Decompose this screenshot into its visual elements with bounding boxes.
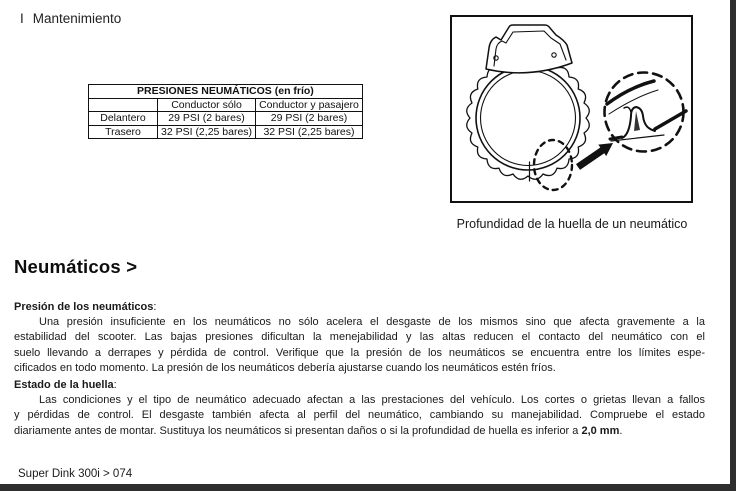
table-title: PRESIONES NEUMÁTICOS (en frío) — [89, 85, 363, 99]
figure-caption: Profundidad de la huella de un neumático — [456, 217, 688, 231]
table-row — [89, 112, 363, 126]
paragraph-line: estabilidad del scooter. Las bajas presiones dificultan la menejabilidad y las altas reducen el contacto del neumático con el — [14, 331, 705, 344]
cell-value: 29 PSI (2 bares) — [158, 112, 256, 126]
section-tread-condition — [14, 378, 705, 439]
table-row — [89, 125, 363, 139]
tire-illustration-frame — [450, 15, 693, 203]
paragraph-line: diariamente antes de montar. Sustituya los neumáticos si presentan daños o si la profundidad de huella es inferior a 2,0 mm. — [14, 424, 623, 437]
section-label: Presión de los neumáticos: — [14, 301, 157, 313]
table-header-row — [89, 98, 363, 112]
fender-outline — [486, 25, 572, 73]
page-footer: Super Dink 300i > 074 — [18, 468, 133, 480]
paragraph-line: Las condiciones y el tipo de neumático adecuado afectan a las prestaciones del vehículo. Los cortes o grietas llevan a fallos — [39, 394, 705, 407]
tread-tip-curl — [624, 107, 631, 112]
inspection-area-circle — [534, 140, 572, 190]
paragraph-line: suelo llevando a derrapes y pérdida de control. Verifique que la presión de los neumáticos se encuentra entre los límites espe- — [14, 346, 705, 359]
paragraph-line: Una presión insuficiente en los neumáticos no sólo acelera el desgaste de los mismos sino que afecta gravemente a la — [39, 316, 705, 329]
section-tire-pressure — [14, 300, 705, 376]
tire-sidewall-outer — [476, 66, 580, 170]
header-cell-empty — [89, 98, 158, 112]
row-label: Trasero — [89, 125, 158, 139]
section-label: Estado de la huella: — [14, 379, 117, 391]
tire-sidewall-inner — [481, 71, 576, 166]
table-title-row — [89, 85, 363, 99]
tire-pressure-table — [88, 84, 363, 139]
chapter-marker: I — [20, 11, 24, 26]
arrow-icon — [576, 143, 613, 170]
page-edge-bottom — [0, 484, 736, 491]
chapter-header — [20, 11, 121, 26]
cell-value: 29 PSI (2 bares) — [256, 112, 363, 126]
cell-value: 32 PSI (2,25 bares) — [256, 125, 363, 139]
row-label: Delantero — [89, 112, 158, 126]
page-edge-right — [730, 0, 736, 491]
header-cell-passenger: Conductor y pasajero — [256, 98, 363, 112]
paragraph-line: cificados en todo momento. La presión de los neumáticos debería ajustarse cuando los neumáticos estén fríos. — [14, 361, 556, 374]
tire-illustration — [452, 17, 691, 201]
tread-block-outline — [622, 107, 655, 138]
cell-value: 32 PSI (2,25 bares) — [158, 125, 256, 139]
tread-baseline-left — [610, 137, 622, 139]
header-cell-solo: Conductor sólo — [158, 98, 256, 112]
page-title: Neumáticos > — [14, 256, 138, 277]
chapter-title: Mantenimiento — [32, 11, 122, 26]
paragraph-line: y pérdidas de control. El desgaste también afecta al perfil del neumático, cambiando su manejabilidad. Compruebe el estado — [14, 409, 705, 422]
